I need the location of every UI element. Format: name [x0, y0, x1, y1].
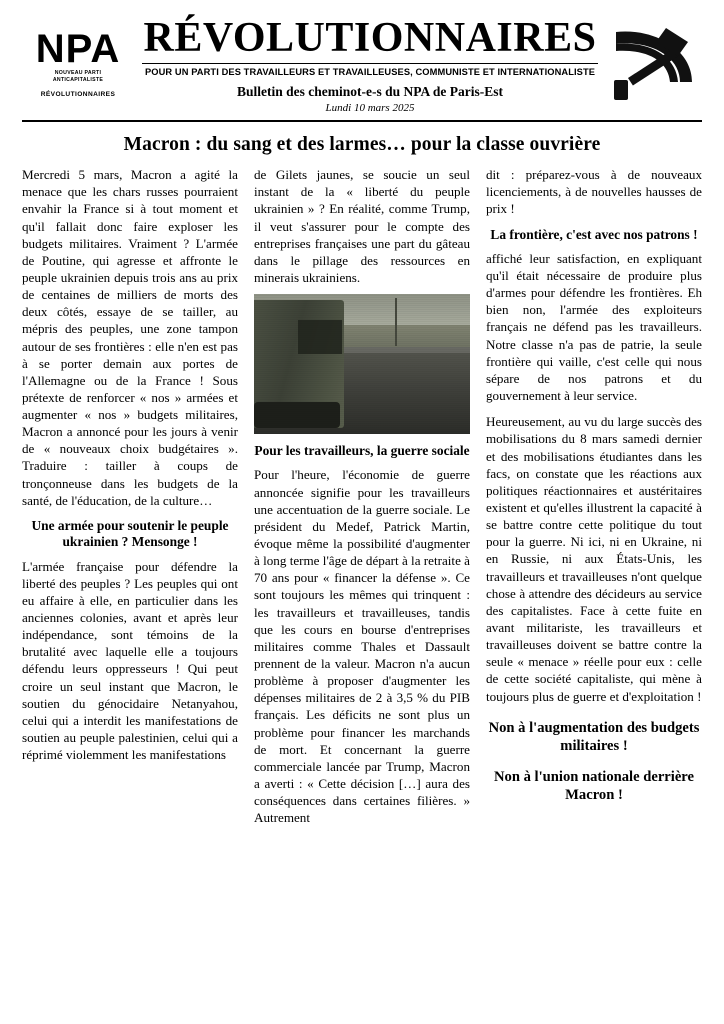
paragraph: dit : préparez-vous à de nouveaux licenciements, à de nouvelles hausses de prix !	[486, 167, 702, 217]
section-subheading: Pour les travailleurs, la guerre sociale	[254, 443, 470, 459]
paragraph: Heureusement, au vu du large succès des mobilisations du 8 mars samedi dernier et des mobilisations étudiantes dans les facs, on constate que les réactions aux politiques réactionnaires et austéritaires existent et qu'elles illustrent la capacité à se battre contre cette politique du tout pour la guerre. Ni ici, ni en Ukraine, ni en Russie, ni aux États-Unis, les travailleurs et travailleuses n'ont quelque chose à attendre des décideurs au service des capitalistes. Face à cette fuite en avant militariste, les travailleurs et travailleuses doivent se battre contre la seule « menace » réelle pour eux : celle de cette société capitaliste, qui mène à toujours plus de guerre et d'exploitation !	[486, 414, 702, 704]
npa-logo	[22, 16, 134, 98]
issue-date: Lundi 10 mars 2025	[325, 102, 415, 115]
paragraph: Mercredi 5 mars, Macron a agité la menace que les chars russes pourraient envahir la France si à tout moment et qu'il fallait donc faire exploser les budgets militaires. Vraiment ? L'armée de Poutine, qui agresse et affronte le peuple ukrainien depuis trois ans au prix de centaines de milliers de morts des deux côtés, essaye de se tailler, au mépris des peuples, une zone tampon autour de ses frontières : elle n'en est pas à se porter demain aux portes de l'Allemagne ou de la France ! Sous prétexte de renforcer « nos » armées et augmenter « nos » budgets militaires, Macron a annoncé pour les jours à venir de « nouveaux choix budgétaires ». Traduire : tailler à coups de tronçonneuse dans les budgets de la santé, de l'éducation, de la culture…	[22, 167, 238, 508]
hammer-and-sickle-icon	[606, 16, 702, 106]
npa-logo-subtitle-line1: NOUVEAU PARTI	[54, 70, 102, 76]
npa-logo-letters: NPA	[35, 27, 121, 71]
article-headline: Macron : du sang et des larmes… pour la classe ouvrière	[123, 134, 601, 156]
photo-grain-overlay	[254, 294, 470, 434]
title-divider	[142, 63, 598, 64]
npa-logo-subtitle-line2: ANTICAPITALISTE	[52, 77, 104, 84]
paragraph: L'armée française pour défendre la liberté des peuples ? Les peuples qui ont eu affaire à elle, en particulier dans les anciennes colonies, avant et après leur indépendance, sont témoins de la brutalité avec laquelle elle a toujours défendu leurs oppresseurs ! Qui peut croire un seul instant que Macron, le soutien du génocidaire Netanyahou, celui qui a interdit les manifestations de soutien au peuple palestinien, celui qui a réprimé violemment les manifestations	[22, 558, 238, 763]
publication-title: RÉVOLUTIONNAIRES	[143, 15, 597, 61]
paragraph: Pour l'heure, l'économie de guerre annoncée signifie pour les travailleurs une accentuation de la guerre sociale. Le président du Medef, Patrick Martin, évoque même la possibilité d'augmenter à long terme l'âge de départ à la retraite à 70 ans pour « financer la défense ». Ce sont toujours les mêmes qui trinquent : les travailleurs et travailleuses, tandis que les cours en bourse d'entreprises militaires comme Thales et Dassault prennent de la valeur. Macron n'a aucun problème à proposer d'augmenter les dépenses militaires de 2 à 3,5 % du PIB français. Les déficits ne sont plus un problème pour financer les marchands de mort. Et concernant la guerre commerciale lancée par Trump, Macron a averti : « Cette décision […] aura des conséquences dans certaines filières. » Autrement	[254, 467, 470, 826]
military-truck-photo	[254, 294, 470, 434]
section-subheading: La frontière, c'est avec nos patrons !	[490, 226, 698, 242]
title-block	[134, 16, 606, 116]
npa-logo-tagline: RÉVOLUTIONNAIRES	[40, 91, 116, 99]
closing-slogan-1: Non à l'augmentation des budgets militaires !	[488, 719, 700, 754]
column-2	[254, 166, 470, 986]
masthead	[22, 16, 702, 122]
column-3	[486, 166, 702, 986]
column-1	[22, 166, 238, 986]
section-subheading: Une armée pour soutenir le peuple ukrainien ? Mensonge !	[31, 517, 229, 550]
bulletin-line: Bulletin des cheminot-e-s du NPA de Paris-Est	[237, 84, 503, 100]
paragraph: de Gilets jaunes, se soucie un seul instant de la « liberté du peuple ukrainien » ? En réalité, comme Trump, il veut s'assurer pour le compte des entreprises françaises une part du gâteau dans le pillage des ressources en minerais ukrainiens.	[254, 167, 470, 285]
closing-slogan-2: Non à l'union nationale derrière Macron !	[494, 769, 694, 804]
paragraph: affiché leur satisfaction, en expliquant qu'il était nécessaire de produire plus d'armes pour défendre les frontières. Eh bien non, l'armée des exploiteurs français ne défend pas les travailleurs. Notre classe n'a pas de patrie, la seule frontière qui vaille, c'est celle qui nous sépare de nos patrons et du gouvernement à leur service.	[486, 250, 702, 403]
article-columns	[22, 166, 702, 986]
npa-logo-subtitle	[22, 70, 134, 84]
publication-subtitle: POUR UN PARTI DES TRAVAILLEURS ET TRAVAILLEUSES, COMMUNISTE ET INTERNATIONALISTE	[144, 67, 596, 78]
